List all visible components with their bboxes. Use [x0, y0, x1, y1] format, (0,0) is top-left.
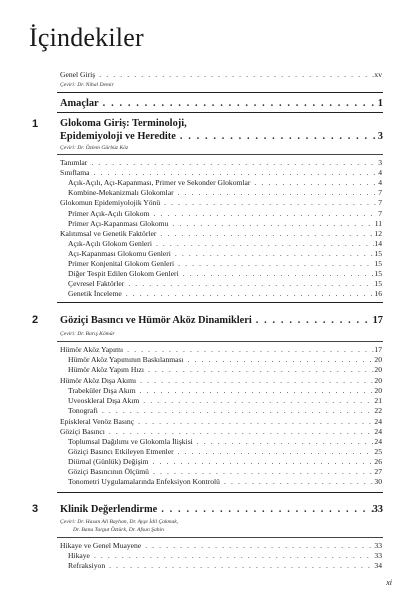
section-rule: [57, 154, 383, 155]
entry-page: 7: [378, 209, 382, 218]
entry-title: Açı-Kapanması Glokomu Genleri: [68, 249, 171, 258]
entry-title: Hümör Aköz Dışa Akımı: [60, 376, 137, 385]
toc-entry[interactable]: [60, 541, 382, 551]
entry-page: 1: [377, 98, 383, 109]
entry-page: 3: [378, 158, 382, 167]
toc-subentry[interactable]: [68, 457, 382, 467]
entry-title: Primer Açı-Kapanması Glokomu: [68, 219, 169, 228]
entry-page: 34: [374, 561, 382, 570]
section-rule: [57, 92, 383, 93]
entry-title: Genel Giriş: [60, 70, 96, 79]
entry-page: 3: [377, 131, 383, 142]
dot-leader: [170, 219, 374, 229]
dot-leader: [126, 279, 374, 289]
entry-title: Göziçi Basıncının Ölçümü: [68, 467, 149, 476]
entry-page: 4: [378, 178, 382, 187]
dot-leader: [138, 376, 374, 386]
toc-subentry[interactable]: [68, 209, 382, 219]
entry-page: 25: [374, 447, 382, 456]
entry-page: 15: [374, 259, 382, 268]
entry-page: 24: [374, 437, 382, 446]
dot-leader: [141, 396, 374, 406]
toc-subentry[interactable]: [68, 551, 382, 561]
toc-subentry[interactable]: [68, 249, 382, 259]
entry-page: 20: [374, 365, 382, 374]
entry-title: Kalıtımsal ve Genetik Faktörler: [60, 229, 157, 238]
dot-leader: [151, 467, 374, 477]
entry-title: Hümör Aköz Yapımı: [60, 345, 124, 354]
entry-title: Göziçi Basıncı Etkileyen Etmenler: [68, 447, 174, 456]
toc-subentry[interactable]: [68, 396, 382, 406]
entry-title: Tonografi: [68, 406, 98, 415]
toc-subentry[interactable]: [68, 219, 382, 229]
entry-title: Göziçi Basıncı: [60, 427, 105, 436]
dot-leader: [222, 477, 374, 487]
entry-page: 24: [374, 417, 382, 426]
toc-entry-chapter-3[interactable]: [60, 504, 383, 516]
dot-leader: [143, 541, 374, 551]
toc-entry[interactable]: [60, 198, 382, 208]
dot-leader: [252, 178, 378, 188]
toc-entry-amaclar[interactable]: [60, 98, 383, 110]
entry-page: 7: [378, 198, 382, 207]
toc-entry-chapter-1[interactable]: [60, 131, 383, 143]
entry-title: Genetik İnceleme: [68, 289, 122, 298]
chapter-2-title: Göziçi Basıncı ve Hümör Aköz Dinamikleri: [60, 315, 252, 326]
entry-page: 30: [374, 477, 382, 486]
toc-subentry[interactable]: [68, 561, 382, 571]
entry-page: 4: [378, 168, 382, 177]
dot-leader: [92, 551, 374, 561]
entry-title: Açık-Açılı, Açı-Kapanması, Primer ve Sekonder Glokomlar: [68, 178, 251, 187]
chapter-number-2: 2: [32, 314, 39, 326]
toc-subentry[interactable]: [68, 406, 382, 416]
toc-subentry[interactable]: [68, 188, 382, 198]
entry-title: Hümör Aköz Yapımının Baskılanması: [68, 355, 184, 364]
entry-title: Toplumsal Dağılımı ve Glokomla İlişkisi: [68, 437, 193, 446]
dot-leader: [181, 269, 375, 279]
entry-page: 15: [374, 269, 382, 278]
entry-page: 14: [374, 239, 382, 248]
toc-entry[interactable]: [60, 427, 382, 437]
entry-title: Amaçlar: [60, 98, 99, 109]
entry-page: 20: [374, 376, 382, 385]
chapter-number-1: 1: [32, 118, 39, 130]
entry-page: 15: [374, 279, 382, 288]
entry-page: 7: [378, 188, 382, 197]
entry-page: 33: [374, 541, 382, 550]
entry-page: 24: [374, 427, 382, 436]
section-rule: [57, 302, 383, 303]
entry-title: Kombine-Mekanizmalı Glokomlar: [68, 188, 174, 197]
section-rule: [57, 537, 383, 538]
toc-subentry[interactable]: [68, 437, 382, 447]
dot-leader: [176, 447, 375, 457]
toc-subentry[interactable]: [68, 259, 382, 269]
toc-subentry[interactable]: [68, 289, 382, 299]
entry-title: Diğer Tespit Edilen Glokom Genleri: [68, 269, 179, 278]
entry-page: 27: [374, 467, 382, 476]
page-number: xi: [386, 578, 392, 587]
toc-entry[interactable]: [60, 345, 382, 355]
entry-title: Hümör Aköz Yapım Hızı: [68, 365, 144, 374]
toc-subentry[interactable]: [68, 279, 382, 289]
section-rule: [57, 112, 383, 113]
dot-leader: [101, 98, 378, 110]
entry-page: 16: [374, 289, 382, 298]
dot-leader: [158, 229, 374, 239]
toc-subentry[interactable]: [68, 239, 382, 249]
dot-leader: [154, 239, 374, 249]
toc-entry-genel-giris[interactable]: [60, 70, 382, 80]
entry-page: xv: [374, 70, 382, 79]
page-title: İçindekiler: [29, 23, 144, 52]
toc-entry[interactable]: [60, 376, 382, 386]
entry-page: 26: [374, 457, 382, 466]
entry-title: Refraksiyon: [68, 561, 106, 570]
dot-leader: [146, 365, 374, 375]
dot-leader: [124, 289, 375, 299]
toc-entry[interactable]: [60, 417, 382, 427]
entry-page: 33: [374, 551, 382, 560]
dot-leader: [151, 457, 375, 467]
dot-leader: [159, 504, 372, 516]
entry-page: 21: [374, 396, 382, 405]
entry-page: 20: [374, 355, 382, 364]
dot-leader: [100, 406, 375, 416]
entry-title: Sınıflama: [60, 168, 90, 177]
dot-leader: [195, 437, 375, 447]
toc-subentry[interactable]: [68, 386, 382, 396]
dot-leader: [92, 168, 379, 178]
entry-title: Trabeküler Dışa Akım: [68, 386, 136, 395]
dot-leader: [107, 427, 374, 437]
entry-page: 11: [374, 219, 382, 228]
dot-leader: [151, 209, 378, 219]
toc-subentry[interactable]: [68, 355, 382, 365]
dot-leader: [162, 198, 378, 208]
entry-title: Tonometri Uygulamalarında Enfeksiyon Kontrolü: [68, 477, 220, 486]
dot-leader: [178, 131, 378, 143]
entry-title: Episkleral Venöz Basınç: [60, 417, 135, 426]
dot-leader: [136, 417, 374, 427]
entry-title: Uveoskleral Dışa Akım: [68, 396, 140, 405]
toc-entry[interactable]: [60, 158, 382, 168]
translator-credit: Dr. Banu Turgut Öztürk, Dr. Afsun Şahin: [73, 527, 164, 533]
dot-leader: [176, 188, 379, 198]
translator-credit: Çeviri: Dr. Nihal Demir: [60, 82, 114, 88]
chapter-1-title-line2: Epidemiyoloji ve Heredite: [60, 131, 176, 142]
toc-subentry[interactable]: [68, 447, 382, 457]
entry-title: Çevresel Faktörler: [68, 279, 125, 288]
dot-leader: [176, 259, 374, 269]
entry-page: 12: [374, 229, 382, 238]
entry-title: Açık-Açılı Glokom Genleri: [68, 239, 152, 248]
entry-page: 17: [372, 315, 383, 326]
dot-leader: [97, 70, 374, 80]
entry-title: Tanımlar: [60, 158, 88, 167]
chapter-1-title-line1: Glokoma Giriş: Terminoloji,: [60, 118, 187, 129]
toc-subentry[interactable]: [68, 477, 382, 487]
chapter-3-title: Klinik Değerlendirme: [60, 504, 158, 515]
entry-title: Hikaye ve Genel Muayene: [60, 541, 142, 550]
entry-title: Diürnal (Günlük) Değişim: [68, 457, 149, 466]
chapter-number-3: 3: [32, 503, 39, 515]
entry-page: 15: [374, 249, 382, 258]
toc-subentry[interactable]: [68, 365, 382, 375]
translator-credit: Çeviri: Dr. Hasan Ali Bayhan, Dr. Ayşe İdil Çakmak,: [60, 519, 179, 525]
translator-credit: Çeviri: Dr. Barış Kömür: [60, 331, 115, 337]
dot-leader: [186, 355, 375, 365]
entry-title: Primer Konjenital Glokom Genleri: [68, 259, 175, 268]
section-rule: [57, 492, 383, 493]
toc-entry-chapter-2[interactable]: [60, 315, 383, 327]
entry-title: Primer Açık-Açılı Glokom: [68, 209, 150, 218]
dot-leader: [107, 561, 374, 571]
dot-leader: [125, 345, 374, 355]
toc-subentry[interactable]: [68, 269, 382, 279]
entry-page: 17: [374, 345, 382, 354]
dot-leader: [173, 249, 374, 259]
section-rule: [57, 341, 383, 342]
toc-subentry[interactable]: [68, 178, 382, 188]
toc-subentry[interactable]: [68, 467, 382, 477]
translator-credit: Çeviri: Dr. Özlem Gürbüz Köz: [60, 145, 129, 151]
entry-title: Hikaye: [68, 551, 90, 560]
toc-entry[interactable]: [60, 229, 382, 239]
entry-page: 22: [374, 406, 382, 415]
entry-page: 20: [374, 386, 382, 395]
toc-entry[interactable]: [60, 168, 382, 178]
entry-title: Glokomun Epidemiyolojik Yönü: [60, 198, 161, 207]
entry-page: 33: [372, 504, 383, 515]
dot-leader: [89, 158, 378, 168]
dot-leader: [254, 315, 373, 327]
dot-leader: [138, 386, 375, 396]
